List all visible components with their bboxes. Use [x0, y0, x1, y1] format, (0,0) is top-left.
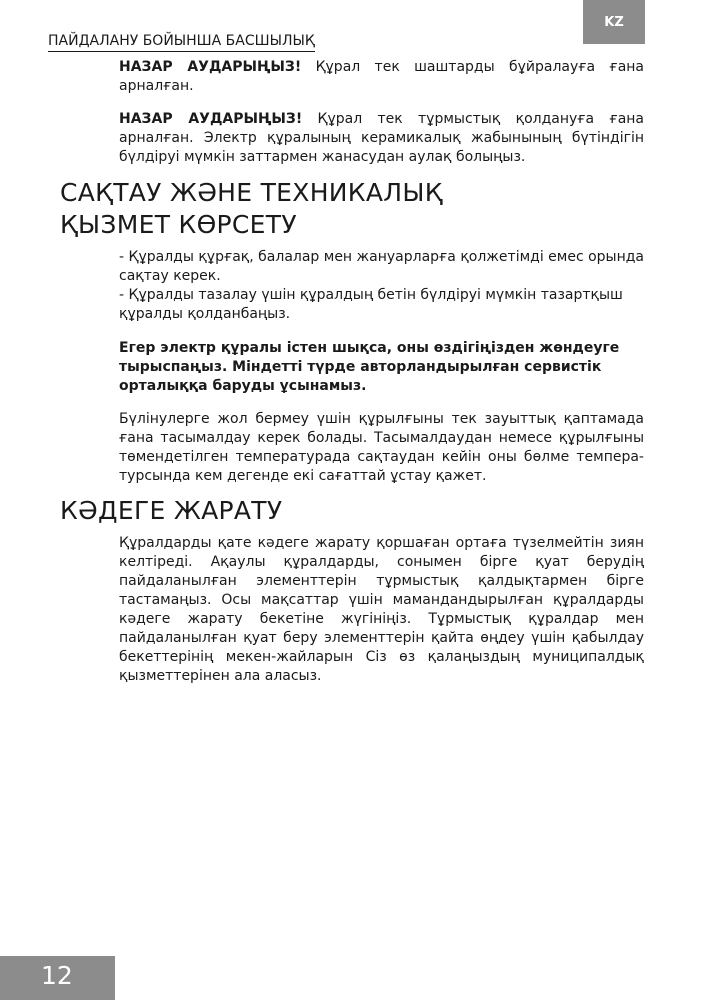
storage-item-dry-place: - Құралды құрғақ, балалар мен жануарларға қолжетімді емес орында сақтау керек. — [119, 249, 645, 284]
warning-text: Құрал тек тұрмыстық қолдануға ғана арналған. Электр құралының керамикалық жабынының бүтіндігін бүлдіруі мүмкін заттармен жанасудан аулақ болыңыз. — [119, 111, 645, 165]
warning-household-use — [119, 110, 644, 167]
repair-notice: Егер электр құралы істен шықса, оны өздігіңізден жөндеуге тырыспаңыз. Міндетті түрде авторландырылған сервистік орталыққа баруды ұсынамыз. — [119, 340, 620, 394]
section-title-disposal: КӘДЕГЕ ЖАРАТУ — [60, 496, 283, 525]
transport-paragraph: Бүлінулерге жол бермеу үшін құрылғыны тек зауыттық қаптамада ғана тасымалдау керек болады. Тасымалдаудан немесе құрылғыны төмендетілген температурада сақтаудан кейін оны бөлме темпера-турсында кем дегенде екі сағаттай ұстау қажет. — [119, 411, 644, 484]
language-tab — [583, 0, 645, 44]
language-code: KZ — [604, 14, 624, 30]
warning-label: НАЗАР АУДАРЫҢЫЗ! — [119, 111, 303, 127]
warning-hair-curling — [119, 58, 644, 96]
section-title-storage — [60, 177, 443, 241]
section-title-line: САҚТАУ ЖӘНЕ ТЕХНИКАЛЫҚ — [60, 178, 443, 207]
section-title-line: ҚЫЗМЕТ КӨРСЕТУ — [60, 210, 297, 239]
page-number: 12 — [41, 961, 73, 990]
warning-text: Құрал тек шаштарды бұйралауға ғана арналған. — [119, 59, 644, 94]
disposal-paragraph: Құралдарды қате кәдеге жарату қоршаған ортаға түзелмейтін зиян келтіреді. Ақаулы құралдарды, сонымен бірге қуат берудің пайдаланылған элементтерін тұрмыстық қалдықтармен бірге тастамаңыз. Осы мақсаттар үшін мамандандырылған құралдарды кәдеге жарату бекетіне жүгініңіз. Тұрмыстық құралдар мен пайдаланылған қуат беру элементтерін қайта өңдеу үшін қабылдау бекеттерінің мекен-жайларын Сіз өз қалаңыздың муниципалдық қызметтерінен ала аласыз. — [119, 535, 644, 684]
warning-label: НАЗАР АУДАРЫҢЫЗ! — [119, 59, 302, 75]
storage-item-cleaning: - Құралды тазалау үшін құралдың бетін бүлдіруі мүмкін тазартқыш құралды қолданбаңыз. — [119, 287, 623, 322]
running-header: ПАЙДАЛАНУ БОЙЫНША БАСШЫЛЫҚ — [48, 33, 315, 52]
